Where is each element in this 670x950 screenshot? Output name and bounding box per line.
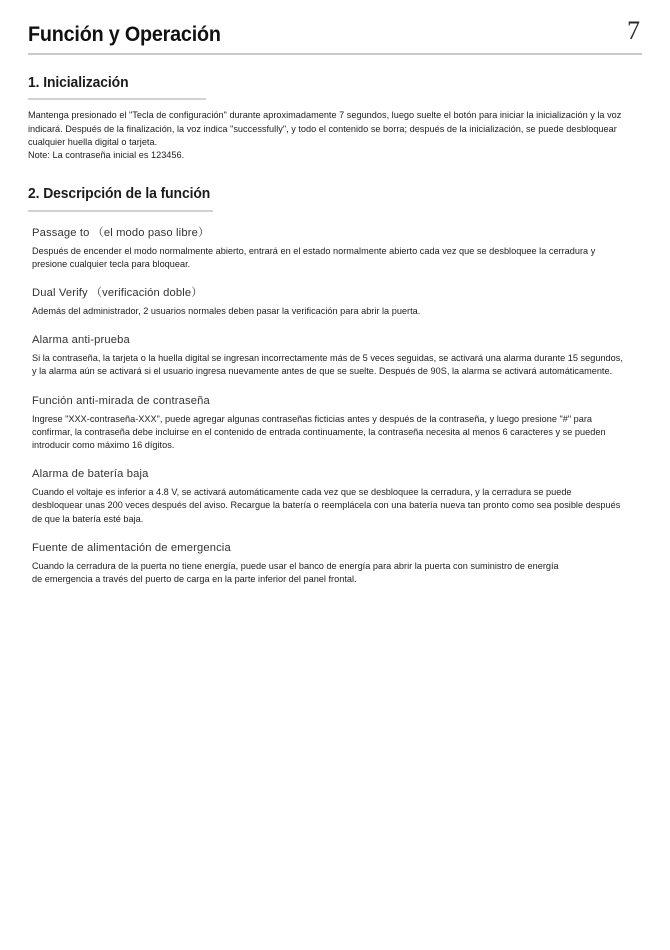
section-body — [28, 226, 642, 587]
paragraph: Después de encender el modo normalmente abierto, entrará en el estado normalmente abierto cada vez que se desbloquee la cerradura y presione cualquier tecla para bloquear. — [32, 245, 596, 269]
subsection-heading-label: Función anti-mirada de contraseña — [32, 394, 210, 407]
section-body — [28, 109, 642, 162]
subsection-heading-label: Alarma de batería baja — [32, 468, 149, 481]
paragraph: Si la contraseña, la tarjeta o la huella digital se ingresan incorrectamente más de 5 veces seguidas, se activará una alarma durante 15 segundos, y la alarma aún se activará si el usuario ingresa nuevamente antes de que se suelte. Después de 90S, la alarma se activará automáticamente. — [32, 353, 623, 377]
subsection-heading — [32, 467, 642, 481]
subsection-heading — [32, 394, 642, 408]
section-heading-underline — [28, 98, 206, 100]
page-number: 7 — [627, 16, 640, 45]
subsection-heading-label: Fuente de alimentación de emergencia — [32, 541, 231, 554]
paragraph: Mantenga presionado el "Tecla de configuración" durante aproximadamente 7 segundos, luego suelte el botón para iniciar la inicialización y la voz indicará. Después de la finalización, la voz indica "successfully", y todo el contenido se borra; después de la inicialización, se puede desbloquear cualquier huella digital o tarjeta. — [28, 110, 622, 147]
paragraph: Ingrese "XXX-contraseña-XXX", puede agregar algunas contraseñas ficticias antes y después de la contraseña, y luego presione "#" para confirmar, la contraseña debe incluirse en el contenido de entrada continuamente, la contraseña necesita al menos 6 caracteres y se pueden introducir como máximo 16 dígitos. — [32, 413, 606, 451]
subsection-heading-gloss: （el modo paso libre） — [92, 226, 210, 239]
subsection-dual-verify — [32, 286, 642, 318]
section-heading: 1. Inicialización — [28, 75, 129, 91]
paragraph: Cuando el voltaje es inferior a 4.8 V, se activará automáticamente cada vez que se desbloquee la cerradura, y la cerradura se puede desbloquear unas 200 veces después del aviso. Recargue la batería o reemplácela con una batería nueva tan pronto como sea posible después de que la batería esté baja. — [32, 487, 621, 524]
subsection-heading — [32, 286, 642, 300]
page-header — [28, 0, 642, 55]
section-descripcion-funcion — [28, 186, 642, 586]
section-inicializacion — [28, 75, 642, 162]
subsection-alarma-anti-prueba — [32, 333, 642, 378]
section-heading: 2. Descripción de la función — [28, 186, 211, 203]
subsection-heading-label: Alarma anti-prueba — [32, 334, 130, 347]
header-row — [28, 18, 642, 46]
subsection-heading-label: Dual Verify — [32, 287, 88, 299]
subsection-heading — [32, 541, 642, 555]
document-content — [28, 75, 642, 586]
subsection-heading-label: Passage to — [32, 226, 90, 239]
subsection-heading-gloss: （verificación doble） — [90, 287, 203, 299]
paragraph: Cuando la cerradura de la puerta no tiene energía, puede usar el banco de energía para abrir la puerta con suministro de energía de emergencia a través del puerto de carga en la parte inferior del panel frontal. — [32, 560, 559, 585]
paragraph: Además del administrador, 2 usuarios normales deben pasar la verificación para abrir la puerta. — [32, 306, 421, 316]
subsection-fuente-emergencia — [32, 541, 642, 586]
subsection-anti-mirada — [32, 394, 642, 453]
note-paragraph: Note: La contraseña inicial es 123456. — [28, 150, 185, 160]
subsection-alarma-bateria-baja — [32, 467, 642, 526]
page-title: Función y Operación — [28, 22, 221, 46]
subsection-heading — [32, 333, 642, 347]
header-divider — [28, 53, 642, 55]
subsection-passage-to — [32, 226, 642, 271]
section-heading-underline — [28, 210, 213, 212]
subsection-heading — [32, 226, 642, 240]
